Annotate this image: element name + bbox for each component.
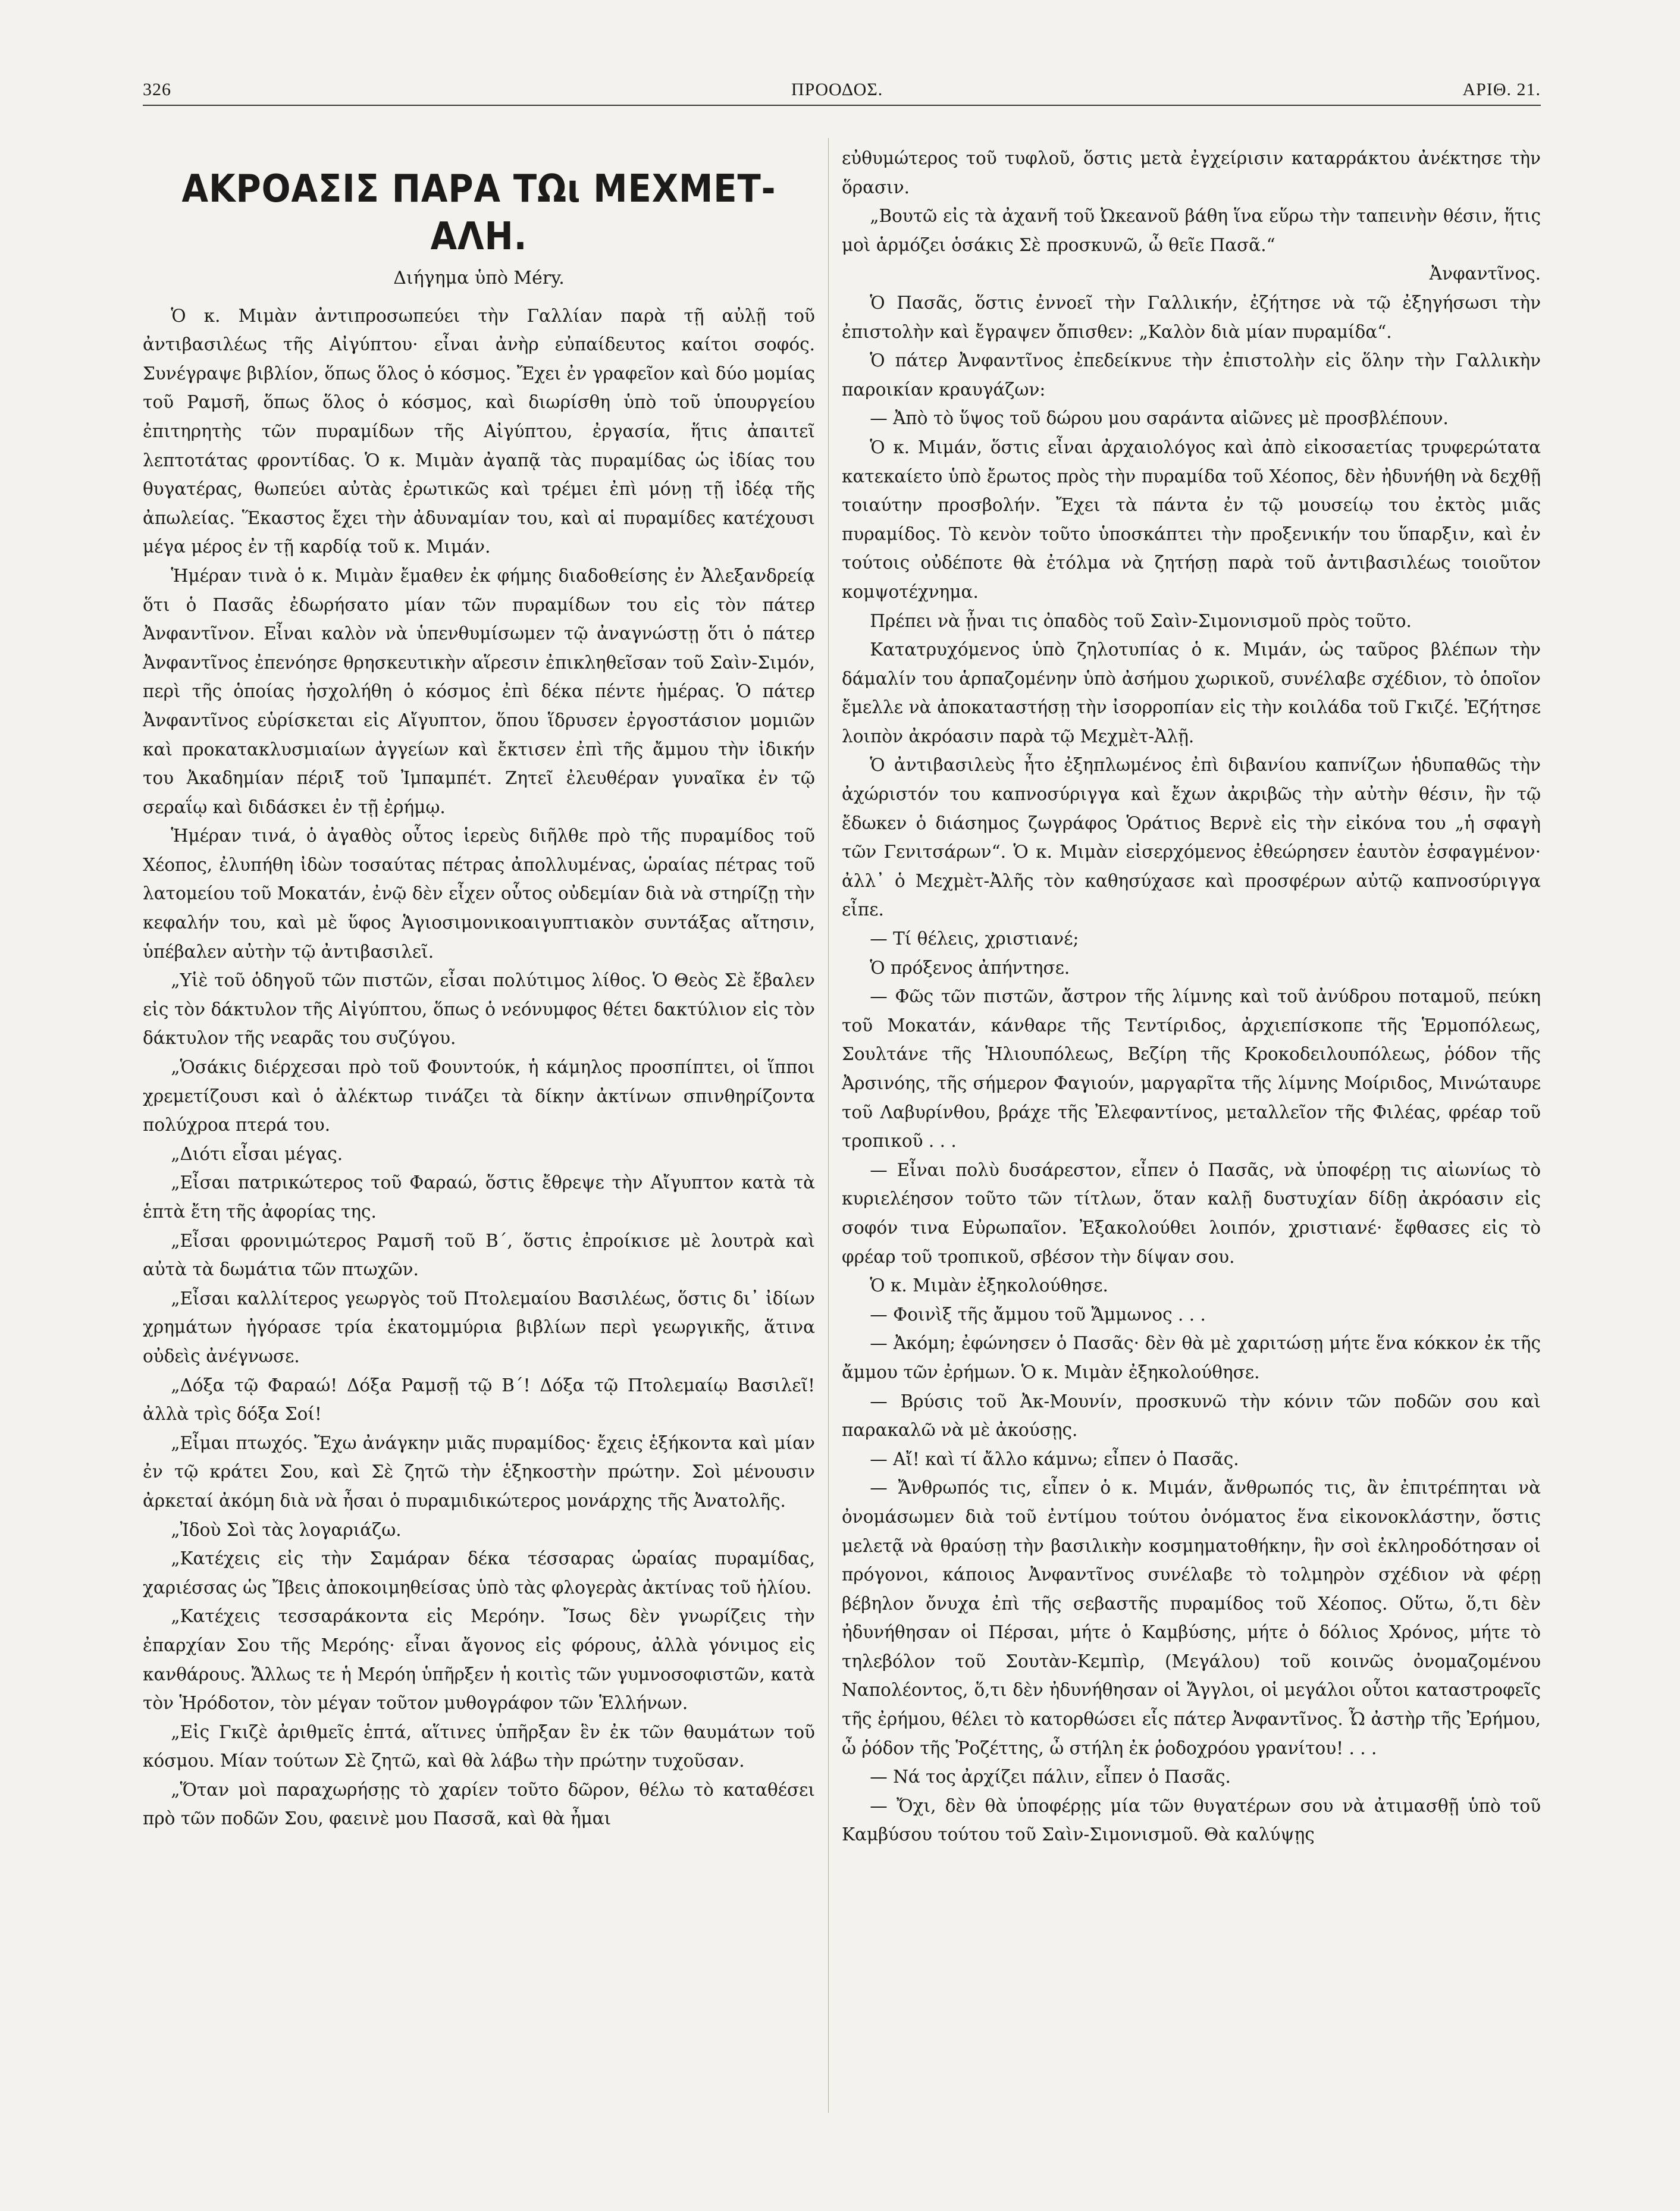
running-head	[143, 75, 1541, 106]
column-divider	[828, 138, 829, 2113]
letter-paragraph: „Εἰς Γκιζὲ ἀριθμεῖς ἑπτά, αἵτινες ὑπῆρξαν ἓν ἐκ τῶν θαυμάτων τοῦ κόσμου. Μίαν τούτων Σὲ ζητῶ, καὶ θὰ λάβω τὴν πρώτην τυχοῦσαν.	[143, 1721, 815, 1771]
letter-paragraph: „Ἰδοὺ Σοὶ τὰς λογαριάζω.	[171, 1519, 402, 1540]
paragraph: Ὁ Πασᾶς, ὅστις ἐννοεῖ τὴν Γαλλικήν, ἐζήτησε νὰ τῷ ἐξηγήσωσι τὴν ἐπιστολὴν καὶ ἔγραψεν ὄπισθεν: „Καλὸν διὰ μίαν πυραμίδα“.	[842, 292, 1541, 342]
letter-paragraph: „Υἱὲ τοῦ ὁδηγοῦ τῶν πιστῶν, εἶσαι πολύτιμος λίθος. Ὁ Θεὸς Σὲ ἔβαλεν εἰς τὸν δάκτυλον τῆς Αἰγύπτου, ὅπως ὁ νεόνυμφος θέτει δακτύλιον εἰς τὸν δάκτυλον τῆς νεαρᾶς του συζύγου.	[143, 970, 815, 1049]
letter-paragraph: „Κατέχεις εἰς τὴν Σαμάραν δέκα τέσσαρας ὡραίας πυραμίδας, χαριέσσας ὡς Ἴβεις ἀποκοιμηθείσας ὑπὸ τὰς φλογερὰς ἀκτίνας τοῦ ἡλίου.	[143, 1548, 815, 1598]
dialogue-line: — Ἀπὸ τὸ ὕψος τοῦ δώρου μου σαράντα αἰῶνες μὲ προσβλέπουν.	[870, 408, 1449, 429]
letter-paragraph: „Κατέχεις τεσσαράκοντα εἰς Μερόην. Ἴσως δὲν γνωρίζεις τὴν ἐπαρχίαν Σου τῆς Μερόης· εἶναι ἄγονος εἰς φόρους, ἀλλὰ γόνιμος εἰς κανθάρους. Ἄλλως τε ἡ Μερόη ὑπῆρξεν ἡ κοιτὶς τῶν γυμνοσοφιστῶν, κατὰ τὸν Ἡρόδοτον, τὸν μέγαν τοῦτον μυθογράφον τῶν Ἑλλήνων.	[143, 1606, 815, 1714]
paragraph: Ὁ κ. Μιμὰν ἐξηκολούθησε.	[870, 1275, 1108, 1296]
paragraph: Ἡμέραν τινὰ ὁ κ. Μιμὰν ἔμαθεν ἐκ φήμης διαδοθείσης ἐν Ἀλεξανδρείᾳ ὅτι ὁ Πασᾶς ἐδωρήσατο μίαν τῶν πυραμίδων του εἰς τὸν πάτερ Ἀνφαντῖνον. Εἶναι καλὸν νὰ ὑπενθυμίσωμεν τῷ ἀναγνώστῃ ὅτι ὁ πάτερ Ἀνφαντῖνος ἐπενόησε θρησκευτικὴν αἵρεσιν ἐπικληθεῖσαν τοῦ Σαὶν-Σιμόν, περὶ τῆς ὁποίας ἠσχολήθη ὁ κόσμος ἐπὶ δέκα πέντε ἡμέρας. Ὁ πάτερ Ἀνφαντῖνος εὑρίσκεται εἰς Αἴγυπτον, ὅπου ἵδρυσεν ἐργοστάσιον μομιῶν καὶ προκατακλυσμιαίων ἀγγείων καὶ ἔκτισεν ἐπὶ τῆς ἄμμου τὴν ἰδικήν του Ἀκαδημίαν πέριξ τοῦ Ἰμπαμπέτ. Ζητεῖ ἐλευθέραν γυναῖκα ἐν τῷ σεραΐῳ καὶ διδάσκει ἐν τῇ ἐρήμῳ.	[143, 565, 815, 817]
letter-paragraph: „Βουτῶ εἰς τὰ ἀχανῆ τοῦ Ὠκεανοῦ βάθη ἵνα εὕρω τὴν ταπεινὴν θέσιν, ἥτις μοὶ ἁρμόζει ὁσάκις Σὲ προσκυνῶ, ὦ θεῖε Πασᾶ.“	[842, 206, 1541, 255]
issue-number: ΑΡΙΘ. 21.	[1462, 80, 1541, 99]
page-number: 326	[143, 80, 171, 99]
header-rule	[143, 105, 1541, 106]
dialogue-line: — Φῶς τῶν πιστῶν, ἄστρον τῆς λίμνης καὶ τοῦ ἀνύδρου ποταμοῦ, πεύκη τοῦ Μοκατάν, κάνθαρε τῆς Τεντίριδος, ἀρχιεπίσκοπε τῆς Ἑρμοπόλεως, Σουλτάνε τῆς Ἡλιουπόλεως, Βεζίρη τῆς Κροκοδειλουπόλεως, ῥόδον τῆς Ἀρσινόης, τῆς σήμερον Φαγιούν, μαργαρῖτα τῆς λίμνης Μοίριδος, Μινώταυρε τοῦ Λαβυρίνθου, βράχε τῆς Ἐλεφαντίνος, μεταλλεῖον τῆς Φιλέας, φρέαρ τοῦ τροπικοῦ . . .	[842, 986, 1541, 1152]
dialogue-line: — Εἶναι πολὺ δυσάρεστον, εἶπεν ὁ Πασᾶς, νὰ ὑποφέρῃ τις αἰωνίως τὸ κυριελέησον τοῦτο τῶν τίτλων, ὅταν καλῇ δυστυχίαν δίδῃ ἀκρόασιν εἰς σοφόν τινα Εὐρωπαῖον. Ἐξακολούθει λοιπόν, χριστιανέ· ἔφθασες εἰς τὸ φρέαρ τοῦ τροπικοῦ, σβέσον τὴν δίψαν σου.	[842, 1159, 1541, 1267]
dialogue-line: — Ἄνθρωπός τις, εἶπεν ὁ κ. Μιμάν, ἄνθρωπός τις, ἂν ἐπιτρέπηται νὰ ὀνομάσωμεν διὰ τοῦ ἐντίμου τούτου ὀνόματος ἕνα εἰκονοκλάστην, ὅστις μελετᾷ νὰ θραύσῃ τὴν βασιλικὴν κοσμηματοθήκην, ἣν σοὶ ἐκληροδότησαν οἱ πρόγονοι, κάποιος Ἀνφαντῖνος συνέλαβε τὸ τολμηρὸν σχέδιον νὰ φέρῃ βέβηλον ὄνυχα ἐπὶ τῆς σεβαστῆς πυραμίδος τοῦ Χέοπος. Οὕτω, ὅ,τι δὲν ἠδυνήθησαν οἱ Πέρσαι, μήτε ὁ Καμβύσης, μήτε ὁ δόλιος Χρόνος, μήτε τὸ τηλεβόλον τοῦ Σουτὰν-Κεμπὶρ, (Μεγάλου) τοῦ κοινῶς ὀνομαζομένου Ναπολέοντος, ὅ,τι δὲν ἠδυνήθησαν οἱ Ἄγγλοι, οἱ μεγάλοι οὗτοι καταστροφεῖς τῆς ἐρήμου, θέλει τὸ κατορθώσει εἷς πάτερ Ἀνφαντῖνος. Ὦ ἀστὴρ τῆς Ἐρήμου, ὦ ῥόδον τῆς Ῥοζέττης, ὦ στήλη ἐκ ῥοδοχρόου γρανίτου! . . .	[842, 1478, 1541, 1758]
paragraph: Ἡμέραν τινά, ὁ ἀγαθὸς οὗτος ἱερεὺς διῆλθε πρὸ τῆς πυραμίδος τοῦ Χέοπος, ἐλυπήθη ἰδὼν τοσαύτας πέτρας ἀπολλυμένας, ὡραίας πέτρας τοῦ λατομείου τοῦ Μοκατάν, ἐνῷ δὲν εἶχεν οὗτος οὐδεμίαν διὰ νὰ στηρίζῃ τὴν κεφαλήν του, καὶ μὲ ὕφος Ἁγιοσιμονικοαιγυπτιακὸν συντάξας αἴτησιν, ὑπέβαλεν αὐτὴν τῷ ἀντιβασιλεῖ.	[143, 826, 815, 962]
letter-paragraph: „Ὁσάκις διέρχεσαι πρὸ τοῦ Φουντούκ, ἡ κάμηλος προσπίπτει, οἱ ἵπποι χρεμετίζουσι καὶ ὁ ἀλέκτωρ τινάζει τὰ δίκην ἀκτίνων σπινθηρίζοντα πολύχροα πτερά του.	[143, 1057, 815, 1136]
paragraph: Πρέπει νὰ ᾖναι τις ὀπαδὸς τοῦ Σαὶν-Σιμονισμοῦ πρὸς τοῦτο.	[870, 610, 1412, 631]
letter-paragraph: „Εἶσαι πατρικώτερος τοῦ Φαραώ, ὅστις ἔθρεψε τὴν Αἴγυπτον κατὰ τὰ ἑπτὰ ἔτη τῆς ἀφορίας της.	[143, 1172, 815, 1222]
paragraph: Ὁ κ. Μιμάν, ὅστις εἶναι ἀρχαιολόγος καὶ ἀπὸ εἰκοσαετίας τρυφερώτατα κατεκαίετο ὑπὸ ἔρωτος πρὸς τὴν πυραμίδα τοῦ Χέοπος, δὲν ἠδυνήθη νὰ δεχθῇ τοιαύτην προσβολήν. Ἔχει τὰ πάντα ἐν τῷ μουσείῳ του ἐκτὸς μιᾶς πυραμίδος. Τὸ κενὸν τοῦτο ὑποσκάπτει τὴν προξενικήν του ὕπαρξιν, καὶ ἐν τούτοις οὐδέποτε θὰ ἐτόλμα νὰ ζητήσῃ παρὰ τοῦ ἀντιβασιλέως τοιοῦτον κομψοτέχνημα.	[842, 437, 1541, 602]
article-byline: Διήγημα ὑπὸ Méry.	[393, 268, 565, 288]
letter-signature: Ἀνφαντῖνος.	[1429, 264, 1541, 284]
paragraph: Ὁ πάτερ Ἀνφαντῖνος ἐπεδείκνυε τὴν ἐπιστολὴν εἰς ὅλην τὴν Γαλλικὴν παροικίαν κραυγάζων:	[842, 350, 1541, 400]
dialogue-line: — Αἴ! καὶ τί ἄλλο κάμνω; εἶπεν ὁ Πασᾶς.	[870, 1448, 1239, 1469]
right-column	[842, 144, 1541, 1849]
paragraph: Ὁ ἀντιβασιλεὺς ἦτο ἐξηπλωμένος ἐπὶ διβανίου καπνίζων ἡδυπαθῶς τὴν ἀχώριστόν του καπνοσύριγγα καὶ ἔχων ἀκριβῶς τὴν αὐτὴν θέσιν, ἣν τῷ ἔδωκεν ὁ διάσημος ζωγράφος Ὁράτιος Βερνὲ εἰς τὴν εἰκόνα του „ἡ σφαγὴ τῶν Γενιτσάρων“. Ὁ κ. Μιμὰν εἰσερχόμενος ἐθεώρησεν ἑαυτὸν ἐσφαγμένον· ἀλλ᾽ ὁ Μεχμὲτ-Ἀλῆς τὸν καθησύχασε καὶ προσφέρων αὐτῷ καπνοσύριγγα εἶπε.	[842, 755, 1541, 920]
dialogue-line: — Τί θέλεις, χριστιανέ;	[870, 929, 1079, 949]
letter-paragraph: „Εἶσαι φρονιμώτερος Ραμσῆ τοῦ Β΄, ὅστις ἐπροίκισε μὲ λουτρὰ καὶ αὐτὰ τὰ δωμάτια τῶν πτωχῶν.	[143, 1230, 815, 1280]
letter-paragraph: „Ὅταν μοὶ παραχωρήσῃς τὸ χαρίεν τοῦτο δῶρον, θέλω τὸ καταθέσει πρὸ τῶν ποδῶν Σου, φαεινὲ μου Πασσᾶ, καὶ θὰ ἦμαι	[143, 1779, 815, 1829]
dialogue-line: — Ὄχι, δὲν θὰ ὑποφέρῃς μία τῶν θυγατέρων σου νὰ ἀτιμασθῇ ὑπὸ τοῦ Καμβύσου τούτου τοῦ Σαὶν-Σιμονισμοῦ. Θὰ καλύψῃς	[842, 1795, 1541, 1845]
letter-paragraph: „Εἶμαι πτωχός. Ἔχω ἀνάγκην μιᾶς πυραμίδος· ἔχεις ἑξήκοντα καὶ μίαν ἐν τῷ κράτει Σου, καὶ Σὲ ζητῶ τὴν ἑξηκοστὴν πρώτην. Σοὶ μένουσιν ἀρκεταί ἀκόμη διὰ νὰ ἦσαι ὁ πυραμιδικώτερος μονάρχης τῆς Ἀνατολῆς.	[143, 1432, 815, 1511]
paragraph: Ὁ κ. Μιμὰν ἀντιπροσωπεύει τὴν Γαλλίαν παρὰ τῇ αὐλῇ τοῦ ἀντιβασιλέως τῆς Αἰγύπτου· εἶναι ἀνὴρ εὐπαίδευτος καίτοι σοφός. Συνέγραψε βιβλίον, ὅπως ὅλος ὁ κόσμος. Ἔχει ἐν γραφεῖον καὶ δύο μομίας τοῦ Ραμσῆ, ὅπως ὅλος ὁ κόσμος, καὶ διωρίσθη ὑπὸ τοῦ ὑπουργείου ἐπιτηρητὴς τῶν πυραμίδων τῆς Αἰγύπτου, ἐργασία, ἥτις ἀπαιτεῖ λεπτοτάτας φροντίδας. Ὁ κ. Μιμὰν ἀγαπᾷ τὰς πυραμίδας ὡς ἰδίας του θυγατέρας, θωπεύει αὐτὰς ἐρωτικῶς καὶ τρέμει ἐπὶ μόνῃ τῇ ἰδέᾳ τῆς ἀπωλείας. Ἕκαστος ἔχει τὴν ἀδυναμίαν του, καὶ αἱ πυραμίδες κατέχουσι μέγα μέρος ἐν τῇ καρδίᾳ τοῦ κ. Μιμάν.	[143, 305, 815, 557]
dialogue-line: — Νά τος ἀρχίζει πάλιν, εἶπεν ὁ Πασᾶς.	[870, 1767, 1231, 1787]
left-column	[143, 137, 815, 1833]
dialogue-line: — Βρύσις τοῦ Ἀκ-Μουνίν, προσκυνῶ τὴν κόνιν τῶν ποδῶν σου καὶ παρακαλῶ νὰ μὲ ἀκούσῃς.	[842, 1391, 1541, 1441]
dialogue-line: — Ἀκόμη; ἐφώνησεν ὁ Πασᾶς· δὲν θὰ μὲ χαριτώσῃ μήτε ἕνα κόκκον ἐκ τῆς ἄμμου τῶν ἐρήμων. Ὁ κ. Μιμὰν ἐξηκολούθησε.	[842, 1333, 1541, 1382]
paragraph: εὐθυμώτερος τοῦ τυφλοῦ, ὅστις μετὰ ἐγχείρισιν καταρράκτου ἀνέκτησε τὴν ὅρασιν.	[842, 148, 1541, 197]
letter-paragraph: „Εἶσαι καλλίτερος γεωργὸς τοῦ Πτολεμαίου Βασιλέως, ὅστις δι᾽ ἰδίων χρημάτων ἠγόρασε τρία ἑκατομμύρια βιβλίων περὶ γεωργικῆς, ἅτινα οὐδεὶς ἀνέγνωσε.	[143, 1288, 815, 1366]
letter-paragraph: „Διότι εἶσαι μέγας.	[171, 1143, 343, 1164]
letter-paragraph: „Δόξα τῷ Φαραώ! Δόξα Ραμσῇ τῷ Β΄! Δόξα τῷ Πτολεμαίῳ Βασιλεῖ! ἀλλὰ τρὶς δόξα Σοί!	[143, 1375, 815, 1425]
paragraph: Ὁ πρόξενος ἀπήντησε.	[870, 957, 1070, 978]
dialogue-line: — Φοινὶξ τῆς ἄμμου τοῦ Ἄμμωνος . . .	[870, 1304, 1206, 1325]
article-title: ΑΚΡΟΑΣΙΣ ΠΑΡΑ ΤΩι ΜΕΧΜΕΤ-ΑΛΗ.	[181, 167, 776, 259]
paragraph: Κατατρυχόμενος ὑπὸ ζηλοτυπίας ὁ κ. Μιμάν, ὡς ταῦρος βλέπων τὴν δάμαλίν του ἁρπαζομένην ὑπὸ ἀσήμου χωρικοῦ, συνέλαβε σχέδιον, τὸ ὁποῖον ἔμελλε νὰ ἀποκαταστήσῃ τὴν ἰσορροπίαν εἰς τὴν κοιλάδα τοῦ Γκιζέ. Ἐζήτησε λοιπὸν ἀκρόασιν παρὰ τῷ Μεχμὲτ-Ἀλῇ.	[842, 639, 1541, 747]
journal-title: ΠΡΟΟΔΟΣ.	[791, 80, 883, 99]
